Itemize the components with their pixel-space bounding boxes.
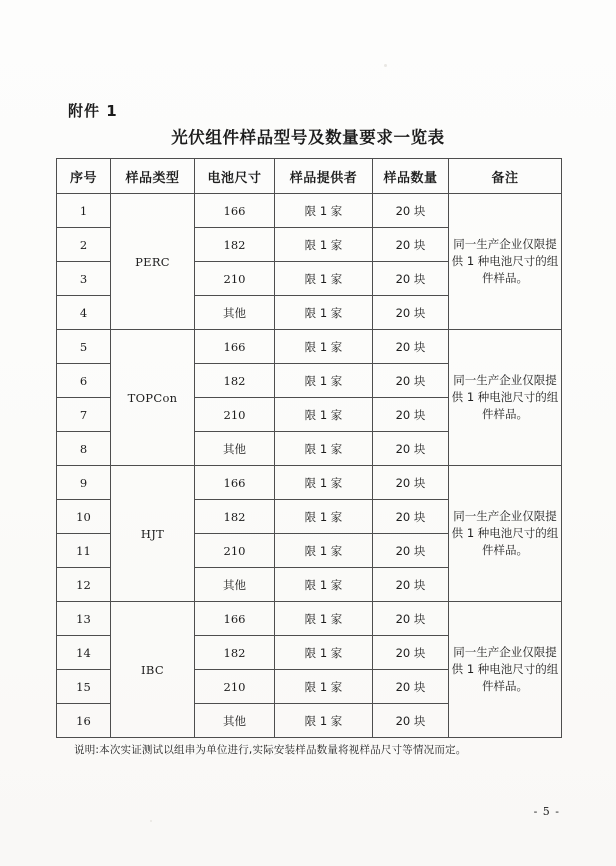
cell-quantity: 20 块 bbox=[373, 568, 449, 602]
cell-no: 12 bbox=[57, 568, 111, 602]
cell-cell-size: 其他 bbox=[195, 432, 275, 466]
cell-provider: 限 1 家 bbox=[275, 568, 373, 602]
cell-provider: 限 1 家 bbox=[275, 398, 373, 432]
cell-no: 2 bbox=[57, 228, 111, 262]
sample-spec-table-wrapper bbox=[56, 158, 561, 738]
cell-sample-type: TOPCon bbox=[111, 330, 195, 466]
cell-no: 15 bbox=[57, 670, 111, 704]
cell-quantity: 20 块 bbox=[373, 466, 449, 500]
sample-spec-table bbox=[56, 158, 562, 738]
cell-cell-size: 其他 bbox=[195, 296, 275, 330]
column-header-quantity: 样品数量 bbox=[373, 159, 449, 194]
cell-quantity: 20 块 bbox=[373, 296, 449, 330]
cell-provider: 限 1 家 bbox=[275, 194, 373, 228]
cell-remark: 同一生产企业仅限提供 1 种电池尺寸的组件样品。 bbox=[449, 466, 562, 602]
cell-cell-size: 其他 bbox=[195, 568, 275, 602]
table-row bbox=[57, 330, 562, 364]
cell-provider: 限 1 家 bbox=[275, 330, 373, 364]
table-row bbox=[57, 466, 562, 500]
table-footnote: 说明:本次实证测试以组串为单位进行,实际安装样品数量将视样品尺寸等情况而定。 bbox=[74, 744, 467, 756]
scan-speck bbox=[150, 820, 152, 822]
cell-quantity: 20 块 bbox=[373, 670, 449, 704]
cell-provider: 限 1 家 bbox=[275, 364, 373, 398]
cell-quantity: 20 块 bbox=[373, 500, 449, 534]
cell-no: 3 bbox=[57, 262, 111, 296]
column-header-remark: 备注 bbox=[449, 159, 562, 194]
cell-remark: 同一生产企业仅限提供 1 种电池尺寸的组件样品。 bbox=[449, 330, 562, 466]
page-number: - 5 - bbox=[533, 805, 560, 818]
cell-no: 13 bbox=[57, 602, 111, 636]
cell-no: 16 bbox=[57, 704, 111, 738]
cell-sample-type: HJT bbox=[111, 466, 195, 602]
cell-provider: 限 1 家 bbox=[275, 534, 373, 568]
cell-cell-size: 210 bbox=[195, 534, 275, 568]
cell-remark: 同一生产企业仅限提供 1 种电池尺寸的组件样品。 bbox=[449, 194, 562, 330]
cell-no: 7 bbox=[57, 398, 111, 432]
cell-cell-size: 182 bbox=[195, 636, 275, 670]
cell-no: 9 bbox=[57, 466, 111, 500]
cell-quantity: 20 块 bbox=[373, 330, 449, 364]
cell-cell-size: 166 bbox=[195, 330, 275, 364]
cell-cell-size: 166 bbox=[195, 602, 275, 636]
cell-quantity: 20 块 bbox=[373, 364, 449, 398]
cell-no: 6 bbox=[57, 364, 111, 398]
cell-cell-size: 210 bbox=[195, 262, 275, 296]
cell-no: 5 bbox=[57, 330, 111, 364]
cell-provider: 限 1 家 bbox=[275, 466, 373, 500]
cell-provider: 限 1 家 bbox=[275, 704, 373, 738]
cell-provider: 限 1 家 bbox=[275, 262, 373, 296]
cell-quantity: 20 块 bbox=[373, 262, 449, 296]
cell-cell-size: 182 bbox=[195, 500, 275, 534]
attachment-label: 附件 1 bbox=[68, 102, 118, 120]
cell-sample-type: IBC bbox=[111, 602, 195, 738]
cell-quantity: 20 块 bbox=[373, 704, 449, 738]
cell-cell-size: 182 bbox=[195, 364, 275, 398]
cell-cell-size: 其他 bbox=[195, 704, 275, 738]
column-header-no: 序号 bbox=[57, 159, 111, 194]
cell-cell-size: 182 bbox=[195, 228, 275, 262]
cell-cell-size: 166 bbox=[195, 466, 275, 500]
cell-cell-size: 210 bbox=[195, 398, 275, 432]
cell-quantity: 20 块 bbox=[373, 602, 449, 636]
cell-no: 4 bbox=[57, 296, 111, 330]
table-row bbox=[57, 602, 562, 636]
cell-provider: 限 1 家 bbox=[275, 296, 373, 330]
cell-no: 11 bbox=[57, 534, 111, 568]
cell-provider: 限 1 家 bbox=[275, 602, 373, 636]
cell-sample-type: PERC bbox=[111, 194, 195, 330]
cell-remark: 同一生产企业仅限提供 1 种电池尺寸的组件样品。 bbox=[449, 602, 562, 738]
cell-provider: 限 1 家 bbox=[275, 670, 373, 704]
scan-speck bbox=[384, 64, 387, 67]
cell-provider: 限 1 家 bbox=[275, 228, 373, 262]
table-row bbox=[57, 194, 562, 228]
cell-no: 14 bbox=[57, 636, 111, 670]
cell-quantity: 20 块 bbox=[373, 228, 449, 262]
table-header-row bbox=[57, 159, 562, 194]
column-header-cell-size: 电池尺寸 bbox=[195, 159, 275, 194]
cell-no: 10 bbox=[57, 500, 111, 534]
column-header-sample-type: 样品类型 bbox=[111, 159, 195, 194]
column-header-provider: 样品提供者 bbox=[275, 159, 373, 194]
cell-cell-size: 210 bbox=[195, 670, 275, 704]
cell-no: 8 bbox=[57, 432, 111, 466]
page-title: 光伏组件样品型号及数量要求一览表 bbox=[171, 128, 445, 147]
cell-provider: 限 1 家 bbox=[275, 500, 373, 534]
cell-quantity: 20 块 bbox=[373, 194, 449, 228]
cell-quantity: 20 块 bbox=[373, 398, 449, 432]
cell-provider: 限 1 家 bbox=[275, 636, 373, 670]
cell-quantity: 20 块 bbox=[373, 432, 449, 466]
cell-cell-size: 166 bbox=[195, 194, 275, 228]
cell-quantity: 20 块 bbox=[373, 636, 449, 670]
cell-quantity: 20 块 bbox=[373, 534, 449, 568]
cell-no: 1 bbox=[57, 194, 111, 228]
cell-provider: 限 1 家 bbox=[275, 432, 373, 466]
